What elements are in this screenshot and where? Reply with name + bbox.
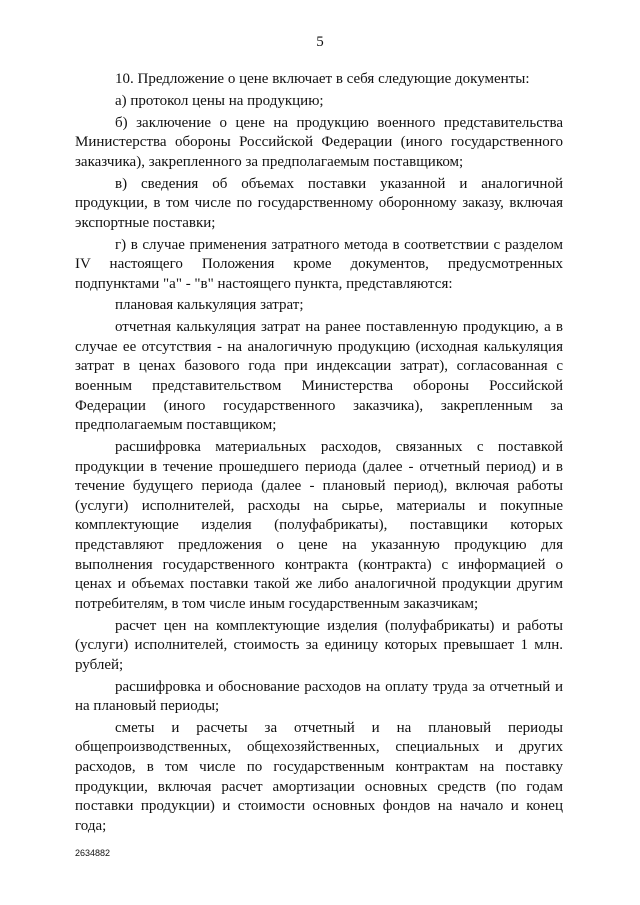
- document-body: [75, 70, 563, 839]
- paragraph-subitem-b: б) заключение о цене на продукцию военного представительства Министерства обороны Российской Федерации (иного государственного заказчика), закрепленного за предполагаемым поставщиком;: [75, 114, 563, 170]
- paragraph-labor-costs: расшифровка и обоснование расходов на оплату труда за отчетный и на плановый периоды;: [75, 678, 563, 715]
- page-number: 5: [316, 34, 324, 50]
- paragraph-reporting-costing: отчетная калькуляция затрат на ранее поставленную продукцию, а в случае ее отсутствия - на аналогичную продукцию (исходная калькуляция затрат в ценах базового года при индексации затрат), согласованная с военным представительством Министерства обороны Российской Федерации (иного государственного заказчика), закрепленным за предполагаемым поставщиком;: [75, 319, 563, 434]
- paragraph-subitem-g: г) в случае применения затратного метода в соответствии с разделом IV настоящего Положения кроме документов, предусмотренных подпунктами "а" - "в" настоящего пункта, представляются:: [75, 236, 563, 292]
- paragraph-material-costs: расшифровка материальных расходов, связанных с поставкой продукции в течение прошедшего периода (далее - отчетный период) и в течение будущего периода (далее - плановый период), включая работы (услуги) исполнителей, расходы на сырье, материалы и покупные комплектующие изделия (полуфабрикаты), поставщики которых представляют предложения о цене на указанную продукцию для выполнения государственного контракта (контракта) с информацией о ценах и объемах поставки такой же либо аналогичной продукции другим потребителям, в том числе иным государственным заказчикам;: [75, 439, 563, 612]
- document-code: 2634882: [75, 848, 111, 858]
- paragraph-component-prices: расчет цен на комплектующие изделия (полуфабрикаты) и работы (услуги) исполнителей, стоимость за единицу которых превышает 1 млн. рублей;: [75, 617, 563, 673]
- paragraph-estimates: сметы и расчеты за отчетный и на плановый периоды общепроизводственных, общехозяйственных, специальных и других расходов, в том числе по государственным контрактам на поставку продукции, включая расчет амортизации основных средств (по годам поставки продукции) и стоимости основных фондов на начало и конец года;: [75, 719, 563, 834]
- paragraph-subitem-v: в) сведения об объемах поставки указанной и аналогичной продукции, в том числе по государственному оборонному заказу, включая экспортные поставки;: [75, 175, 563, 231]
- paragraph-subitem-a: а) протокол цены на продукцию;: [115, 92, 324, 109]
- paragraph-planned-costing: плановая калькуляция затрат;: [115, 297, 304, 314]
- paragraph-item-10: 10. Предложение о цене включает в себя следующие документы:: [115, 71, 530, 87]
